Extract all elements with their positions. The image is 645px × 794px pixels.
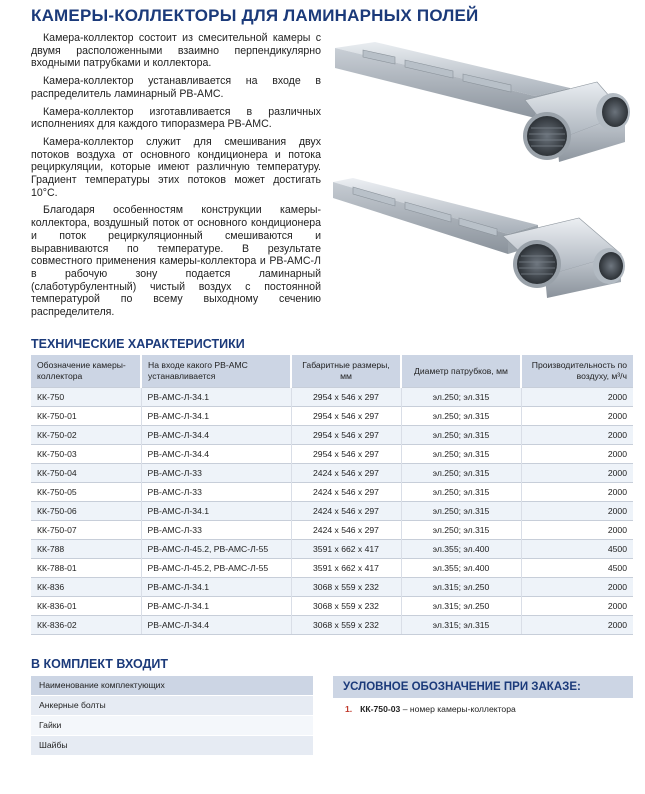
cell-diameter: эл.250; эл.315 — [401, 407, 521, 426]
kit-table — [31, 676, 313, 756]
page-title: КАМЕРЫ-КОЛЛЕКТОРЫ ДЛЯ ЛАМИНАРНЫХ ПОЛЕЙ — [31, 6, 479, 25]
cell-diameter: эл.250; эл.315 — [401, 521, 521, 540]
cell-diameter: эл.315; эл.250 — [401, 578, 521, 597]
table-row — [31, 388, 633, 407]
intro-text — [31, 32, 321, 324]
cell-designation: КК-750-05 — [31, 483, 141, 502]
kit-item: Анкерные болты — [31, 696, 313, 716]
table-row — [31, 559, 633, 578]
table-row — [31, 597, 633, 616]
cell-designation: КК-788-01 — [31, 559, 141, 578]
intro-paragraph: Камера-коллектор служит для смешивания двух потоков воздуха от основного кондиционера и потока рециркуляции, которые имеют различную температуру. Градиент температуры этих потоков может достигать 10°С. — [31, 135, 321, 199]
kit-section-title: В КОМПЛЕКТ ВХОДИТ — [31, 657, 169, 671]
col-header-designation: Обозначение камеры-коллектора — [31, 355, 141, 388]
cell-capacity: 2000 — [521, 445, 633, 464]
order-number: 1. — [345, 704, 353, 714]
kit-item: Гайки — [31, 716, 313, 736]
cell-designation: КК-750-07 — [31, 521, 141, 540]
cell-designation: КК-750 — [31, 388, 141, 407]
cell-rv-ams: РВ-АМС-Л-34.1 — [141, 578, 291, 597]
cell-rv-ams: РВ-АМС-Л-34.4 — [141, 616, 291, 635]
cell-dimensions: 2954 х 546 х 297 — [291, 445, 401, 464]
cell-capacity: 2000 — [521, 578, 633, 597]
table-row — [31, 464, 633, 483]
cell-diameter: эл.315; эл.250 — [401, 597, 521, 616]
cell-capacity: 2000 — [521, 483, 633, 502]
cell-rv-ams: РВ-АМС-Л-33 — [141, 521, 291, 540]
kit-header: Наименование комплектующих — [31, 676, 313, 696]
cell-designation: КК-750-03 — [31, 445, 141, 464]
col-header-diameter: Диаметр патрубков, мм — [401, 355, 521, 388]
cell-dimensions: 3068 х 559 х 232 — [291, 616, 401, 635]
cell-diameter: эл.250; эл.315 — [401, 426, 521, 445]
col-header-capacity: Производительность по воздуху, м³/ч — [521, 355, 633, 388]
cell-capacity: 2000 — [521, 464, 633, 483]
cell-dimensions: 2424 х 546 х 297 — [291, 464, 401, 483]
cell-capacity: 2000 — [521, 388, 633, 407]
table-row — [31, 578, 633, 597]
intro-paragraph: Благодаря особенностям конструкции камеры-коллектора, воздушный поток от основного кондиционера и поток рециркуляционный смешиваются и выравниваются по температуре. В результате совместного применения камеры-коллектора и РВ-АМС-Л в рабочую зону подается ламинарный (слаботурбулентный) чистый воздух с постоянной температурой по всему выходному сечению распределителя. — [31, 204, 321, 319]
order-description: – номер камеры-коллектора — [402, 704, 516, 714]
cell-dimensions: 2424 х 546 х 297 — [291, 502, 401, 521]
cell-diameter: эл.250; эл.315 — [401, 445, 521, 464]
cell-capacity: 2000 — [521, 521, 633, 540]
product-image-bottom — [333, 170, 635, 300]
table-row — [31, 521, 633, 540]
cell-dimensions: 3591 х 662 х 417 — [291, 540, 401, 559]
order-box — [333, 676, 633, 714]
table-row — [31, 540, 633, 559]
cell-diameter: эл.250; эл.315 — [401, 483, 521, 502]
cell-capacity: 2000 — [521, 616, 633, 635]
intro-paragraph: Камера-коллектор устанавливается на входе в распределитель ламинарный РВ-АМС. — [31, 75, 321, 100]
product-image-top — [335, 30, 635, 165]
cell-dimensions: 2424 х 546 х 297 — [291, 483, 401, 502]
cell-rv-ams: РВ-АМС-Л-34.1 — [141, 502, 291, 521]
table-row — [31, 616, 633, 635]
cell-dimensions: 2424 х 546 х 297 — [291, 521, 401, 540]
cell-designation: КК-750-06 — [31, 502, 141, 521]
cell-rv-ams: РВ-АМС-Л-45.2, РВ-АМС-Л-55 — [141, 559, 291, 578]
order-title: УСЛОВНОЕ ОБОЗНАЧЕНИЕ ПРИ ЗАКАЗЕ: — [333, 676, 633, 698]
cell-diameter: эл.250; эл.315 — [401, 502, 521, 521]
cell-designation: КК-836-01 — [31, 597, 141, 616]
kit-item: Шайбы — [31, 736, 313, 756]
table-row — [31, 502, 633, 521]
cell-designation: КК-750-02 — [31, 426, 141, 445]
tech-section-title: ТЕХНИЧЕСКИЕ ХАРАКТЕРИСТИКИ — [31, 337, 245, 351]
table-row — [31, 483, 633, 502]
table-row — [31, 445, 633, 464]
cell-dimensions: 3591 х 662 х 417 — [291, 559, 401, 578]
specs-table — [31, 355, 633, 635]
cell-designation: КК-750-01 — [31, 407, 141, 426]
cell-rv-ams: РВ-АМС-Л-34.1 — [141, 407, 291, 426]
cell-diameter: эл.250; эл.315 — [401, 388, 521, 407]
col-header-rv-ams: На входе какого РВ-АМС устанавливается — [141, 355, 291, 388]
cell-rv-ams: РВ-АМС-Л-45.2, РВ-АМС-Л-55 — [141, 540, 291, 559]
table-row — [31, 407, 633, 426]
cell-diameter: эл.250; эл.315 — [401, 464, 521, 483]
cell-diameter: эл.355; эл.400 — [401, 559, 521, 578]
cell-designation: КК-750-04 — [31, 464, 141, 483]
col-header-dimensions: Габаритные размеры, мм — [291, 355, 401, 388]
table-row — [31, 426, 633, 445]
cell-capacity: 2000 — [521, 597, 633, 616]
cell-capacity: 4500 — [521, 559, 633, 578]
cell-diameter: эл.315; эл.315 — [401, 616, 521, 635]
table-header-row — [31, 355, 633, 388]
cell-dimensions: 3068 х 559 х 232 — [291, 597, 401, 616]
intro-paragraph: Камера-коллектор изготавливается в различных исполнениях для каждого типоразмера РВ-АМС. — [31, 105, 321, 131]
cell-capacity: 2000 — [521, 426, 633, 445]
cell-rv-ams: РВ-АМС-Л-34.1 — [141, 388, 291, 407]
cell-dimensions: 2954 х 546 х 297 — [291, 388, 401, 407]
cell-designation: КК-836 — [31, 578, 141, 597]
cell-dimensions: 3068 х 559 х 232 — [291, 578, 401, 597]
cell-capacity: 2000 — [521, 407, 633, 426]
order-code: КК-750-03 — [360, 704, 401, 714]
cell-dimensions: 2954 х 546 х 297 — [291, 407, 401, 426]
cell-designation: КК-836-02 — [31, 616, 141, 635]
cell-rv-ams: РВ-АМС-Л-33 — [141, 483, 291, 502]
order-example — [333, 698, 633, 714]
cell-capacity: 2000 — [521, 502, 633, 521]
cell-diameter: эл.355; эл.400 — [401, 540, 521, 559]
cell-designation: КК-788 — [31, 540, 141, 559]
cell-rv-ams: РВ-АМС-Л-34.4 — [141, 426, 291, 445]
cell-dimensions: 2954 х 546 х 297 — [291, 426, 401, 445]
cell-rv-ams: РВ-АМС-Л-33 — [141, 464, 291, 483]
intro-paragraph: Камера-коллектор состоит из смесительной камеры с двумя расположенными взаимно перпендикулярно входными патрубками и коллектора. — [31, 32, 321, 70]
cell-rv-ams: РВ-АМС-Л-34.1 — [141, 597, 291, 616]
cell-rv-ams: РВ-АМС-Л-34.4 — [141, 445, 291, 464]
cell-capacity: 4500 — [521, 540, 633, 559]
